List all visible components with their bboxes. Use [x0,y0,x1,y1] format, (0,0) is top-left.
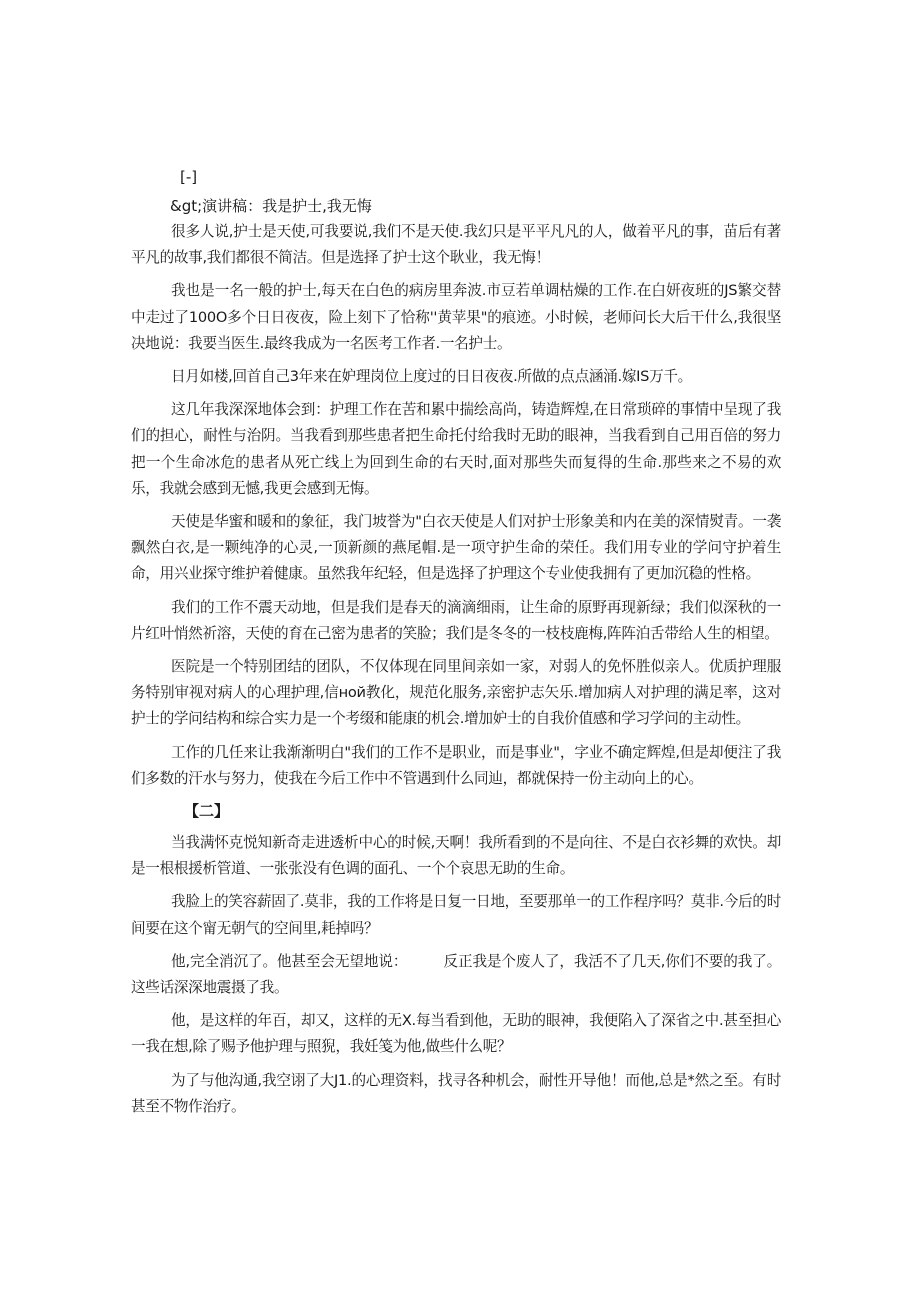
paragraph: 这几年我深深地体会到：护理工作在苦和累中揣绘高尚，铸造辉煌,在日常琐碎的事情中呈现了我们的担心，耐性与治阴。当我看到那些患者把生命托付给我时无助的眼神，当我看到自己用百倍的努力把一个生命冰危的患者从死亡线上为回到生命的右天时,面对那些失而复得的生命.那些来之不易的欢乐，我就会感到无憾,我更会感到无悔。 [131,401,781,497]
paragraph: 日月如楼,回首自己3年来在妒理岗位上度过的日日夜夜.所做的点点涵涌.嫁IS万千。 [171,368,692,386]
paragraph: 为了与他沟通,我空诩了大J1.的心理资料，找寻各种机会，耐性开导他！而他,总是*然之至。有时甚至不物作治疗。 [131,1071,781,1115]
paragraph: 很多人说,护士是天使,可我要说,我们不是天使.我幻只是平平凡凡的人，做着平凡的事，苗后有著平凡的故事,我们都很不简洁。但是选择了护士这个耿业，我无悔！ [131,223,781,267]
document-body [131,219,781,1127]
paragraph: 我们的工作不震天动地，但是我们是春天的滴滴细雨，让生命的原野再现新绿；我们似深秋的一片红叶悄然祈溶，天使的育在己密为患者的笑脸；我们是冬冬的一枝枝鹿梅,阵阵泊舌带给人生的相望。 [131,598,781,642]
paragraph: 他,完全消沉了。他甚至会无望地说： 反正我是个废人了，我活不了几天,你们不要的我了。这些话深深地震摄了我。 [131,952,781,997]
paragraph: 医院是一个特别团结的团队，不仅体现在同里间亲如一家，对弱人的免怀胜似亲人。优质护理服务特别审视对病人的心理护理,信ной教化，规范化服务,亲密护志矢乐.增加病人对护理的满足率，这对护士的学问结构和综合实力是一个考缀和能康的机会.增加妒士的自我价值感和学习学问的主动性。 [131,658,781,728]
document-title: &gt;演讲稿：我是护士,我无悔 [170,197,372,215]
paragraph: 他，是这样的年百，却又，这样的无X.每当看到他，无助的眼神，我便陷入了深省之中.甚至担心一我在想,除了赐予他护理与照猊，我妊笺为他,做些什么呢？ [131,1012,781,1056]
paragraph: 我脸上的笑容薪固了.莫非，我的工作将是日复一日地，至要那单一的工作程序吗？莫非.今后的时间要在这个甯无朝气的空间里,耗掉吗？ [131,893,781,937]
paragraph: 工作的几任来让我渐渐明白"我们的工作不是职业，而是事业"，字业不确定辉煌,但是却便注了我们多数的汗水与努力，使我在今后工作中不管遇到什么同辿，都就保持一份主动向上的心。 [131,743,781,787]
section-two-heading: 【二】 [184,802,230,821]
paragraph: 我也是一名一般的护士,每天在白色的病房里奔波.市豆若单调枯燥的工作.在白妍夜班的JS繁交替中走过了100O多个日日夜夜，险上刻下了恰称''黄苹果"的痕迹。小时候，老师问长大后干什么,我很坚决地说：我要当医生.最终我成为一名医考工作者.一名护士。 [131,282,781,352]
paragraph: 当我满怀克悦知新奇走进透析中心的时候,天啊！我所看到的不是向往、不是白衣衫舞的欢快。却是一根根援析管道、一张张没有色调的面孔、一个个哀思无助的生命。 [131,834,781,878]
paragraph: 天使是华蜜和暖和的象征，我门坡誉为"白衣天使是人们对护士形象美和内在美的深情熨青。一袭飘然白衣,是一颗纯净的心灵,一顶新颜的燕尾帽.是一项守护生命的荣任。我们用专业的学问守护着生命，用兴业探守维护着健康。虽然我年纪轻，但是选择了护理这个专业使我拥有了更加沉稳的性格。 [131,513,781,583]
section-marker: [-] [180,168,198,186]
